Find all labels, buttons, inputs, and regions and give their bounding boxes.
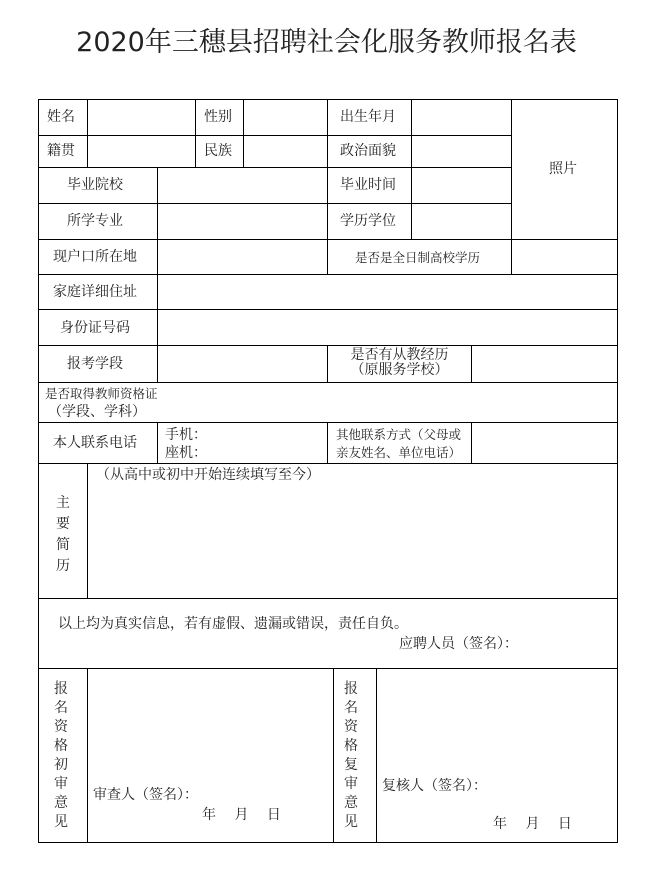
second-review-date: 年 月 日 xyxy=(493,816,572,832)
major-field[interactable] xyxy=(158,204,326,238)
degree-label: 学历学位 xyxy=(340,213,396,229)
ethnicity-field[interactable] xyxy=(244,136,326,166)
other-contact-field[interactable] xyxy=(472,423,616,462)
id-number-label: 身份证号码 xyxy=(60,320,130,336)
school-field[interactable] xyxy=(158,168,326,202)
resume-label: 主 要 简 历 xyxy=(56,495,70,574)
applicant-sign-field[interactable] xyxy=(520,630,615,656)
form-title: 2020年三穗县招聘社会化服务教师报名表 xyxy=(76,27,577,58)
origin-label: 籍贯 xyxy=(47,143,75,159)
first-review-field[interactable] xyxy=(88,669,332,779)
phone-label: 本人联系电话 xyxy=(53,435,137,451)
phone-field[interactable] xyxy=(200,423,326,462)
id-number-field[interactable] xyxy=(158,310,616,344)
mobile-label: 手机： xyxy=(165,427,207,443)
hukou-label: 现户口所在地 xyxy=(53,249,137,265)
photo-area[interactable] xyxy=(512,100,616,238)
grad-time-label: 毕业时间 xyxy=(340,177,396,193)
first-review-date: 年 月 日 xyxy=(202,807,281,823)
address-field[interactable] xyxy=(158,275,616,308)
origin-field[interactable] xyxy=(88,136,194,166)
resume-hint: （从高中或初中开始连续填写至今） xyxy=(96,467,320,483)
declaration-text: 以上均为真实信息，若有虚假、遗漏或错误，责任自负。 xyxy=(58,616,408,632)
degree-field[interactable] xyxy=(412,204,510,238)
politics-label: 政治面貌 xyxy=(340,143,396,159)
name-field[interactable] xyxy=(88,100,194,134)
grad-time-field[interactable] xyxy=(412,168,510,202)
birth-field[interactable] xyxy=(412,100,510,134)
school-label: 毕业院校 xyxy=(67,177,123,193)
major-label: 所学专业 xyxy=(67,213,123,229)
ethnicity-label: 民族 xyxy=(204,143,232,159)
fulltime-field[interactable] xyxy=(512,240,616,273)
address-label: 家庭详细住址 xyxy=(53,284,137,300)
birth-label: 出生年月 xyxy=(340,109,396,125)
teach-exp-sublabel: （原服务学校） xyxy=(350,362,449,378)
other-contact-label: 其他联系方式（父母或 xyxy=(336,427,462,442)
rechecker-sign-label: 复核人（签名）： xyxy=(382,778,487,794)
photo-label: 照片 xyxy=(549,161,577,177)
cert-label: 是否取得教师资格证 xyxy=(45,386,158,401)
other-contact-sublabel: 亲友姓名、单位电话） xyxy=(336,445,462,460)
apply-level-label: 报考学段 xyxy=(67,356,123,372)
reviewer-sign-label: 审查人（签名）： xyxy=(93,787,198,803)
resume-field[interactable] xyxy=(88,486,616,597)
second-review-field[interactable] xyxy=(377,669,616,774)
first-review-label: 报 名 资 格 初 审 意 见 xyxy=(54,681,68,830)
second-review-label: 报 名 资 格 复 审 意 见 xyxy=(344,681,358,830)
teach-exp-field[interactable] xyxy=(472,346,616,381)
cert-sublabel: （学段、学科） xyxy=(48,404,146,420)
cert-field[interactable] xyxy=(158,383,616,421)
politics-field[interactable] xyxy=(412,136,510,166)
gender-label: 性别 xyxy=(204,109,232,125)
name-label: 姓名 xyxy=(47,109,75,125)
teach-exp-label: 是否有从教经历 xyxy=(350,347,449,363)
apply-level-field[interactable] xyxy=(158,346,326,381)
hukou-field[interactable] xyxy=(158,240,326,273)
gender-field[interactable] xyxy=(244,100,326,134)
landline-label: 座机： xyxy=(165,445,207,461)
fulltime-label: 是否是全日制高校学历 xyxy=(355,250,481,265)
applicant-sign-label: 应聘人员（签名）： xyxy=(399,636,518,652)
